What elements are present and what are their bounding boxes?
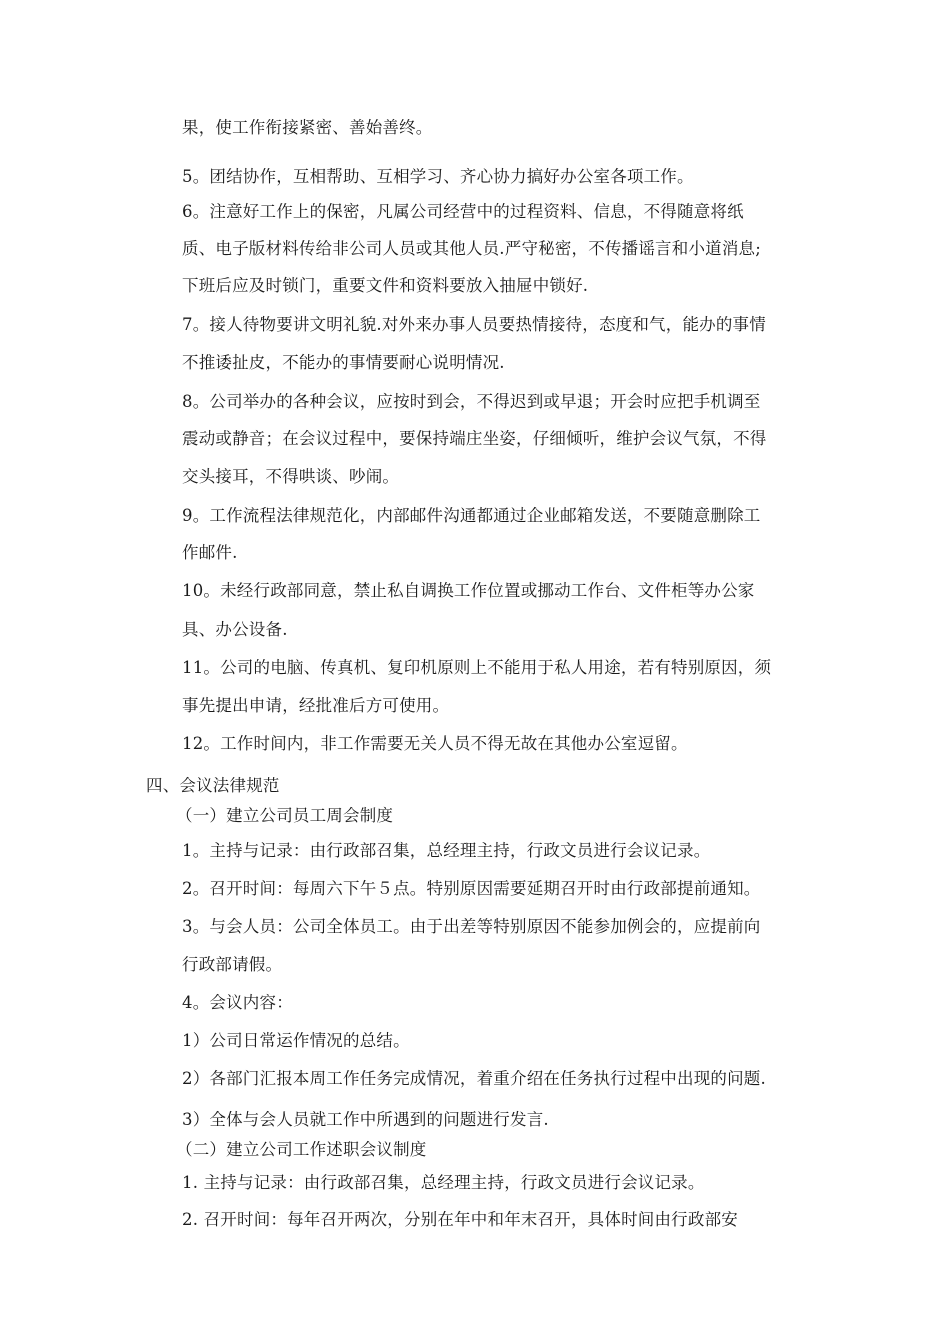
text-line: 6。注意好工作上的保密，凡属公司经营中的过程资料、信息，不得随意将纸 [182,202,744,221]
text-line: 8。公司举办的各种会议，应按时到会，不得迟到或早退；开会时应把手机调至 [182,392,761,411]
text-line: 质、电子版材料传给非公司人员或其他人员.严守秘密，不传播谣言和小道消息; [182,239,762,258]
text-line: 下班后应及时锁门，重要文件和资料要放入抽屉中锁好. [182,276,589,295]
text-line: 3。与会人员：公司全体员工。由于出差等特别原因不能参加例会的，应提前向 [182,917,761,936]
text-line: 行政部请假。 [182,955,283,974]
text-line: 10。未经行政部同意，禁止私自调换工作位置或挪动工作台、文件柜等办公家 [182,581,755,600]
text-line: 作邮件. [182,543,238,562]
text-line: 2）各部门汇报本周工作任务完成情况，着重介绍在任务执行过程中出现的问题. [182,1069,766,1088]
text-line: 12。工作时间内，非工作需要无关人员不得无故在其他办公室逗留。 [182,734,688,753]
subsection-heading: （二）建立公司工作述职会议制度 [176,1140,427,1159]
text-line: 不推诿扯皮，不能办的事情要耐心说明情况. [182,353,505,372]
text-line: 1）公司日常运作情况的总结。 [182,1031,410,1050]
text-line: 具、办公设备. [182,620,288,639]
text-line: 2. 召开时间：每年召开两次，分别在年中和年末召开，具体时间由行政部安 [182,1210,738,1229]
section-heading: 四、会议法律规范 [146,776,280,795]
text-line: 震动或静音；在会议过程中，要保持端庄坐姿，仔细倾听，维护会议气氛，不得 [182,429,767,448]
text-line: 1。主持与记录：由行政部召集，总经理主持，行政文员进行会议记录。 [182,841,711,860]
text-line: 7。接人待物要讲文明礼貌.对外来办事人员要热情接待，态度和气，能办的事情 [182,315,766,334]
text-line: 3）全体与会人员就工作中所遇到的问题进行发言. [182,1110,549,1129]
text-line: 果，使工作衔接紧密、善始善终。 [182,118,433,137]
text-line: 5。团结协作，互相帮助、互相学习、齐心协力搞好办公室各项工作。 [182,167,694,186]
text-line: 交头接耳，不得哄谈、吵闹。 [182,467,400,486]
subsection-heading: （一）建立公司员工周会制度 [176,806,394,825]
text-line: 9。工作流程法律规范化，内部邮件沟通都通过企业邮箱发送，不要随意删除工 [182,506,761,525]
text-line: 事先提出申请，经批准后方可使用。 [182,696,450,715]
text-line: 2。召开时间：每周六下午５点。特别原因需要延期召开时由行政部提前通知。 [182,879,761,898]
text-line: 11。公司的电脑、传真机、复印机原则上不能用于私人用途，若有特别原因，须 [182,658,772,677]
text-line: 4。会议内容： [182,993,293,1012]
text-line: 1. 主持与记录：由行政部召集，总经理主持，行政文员进行会议记录。 [182,1173,705,1192]
